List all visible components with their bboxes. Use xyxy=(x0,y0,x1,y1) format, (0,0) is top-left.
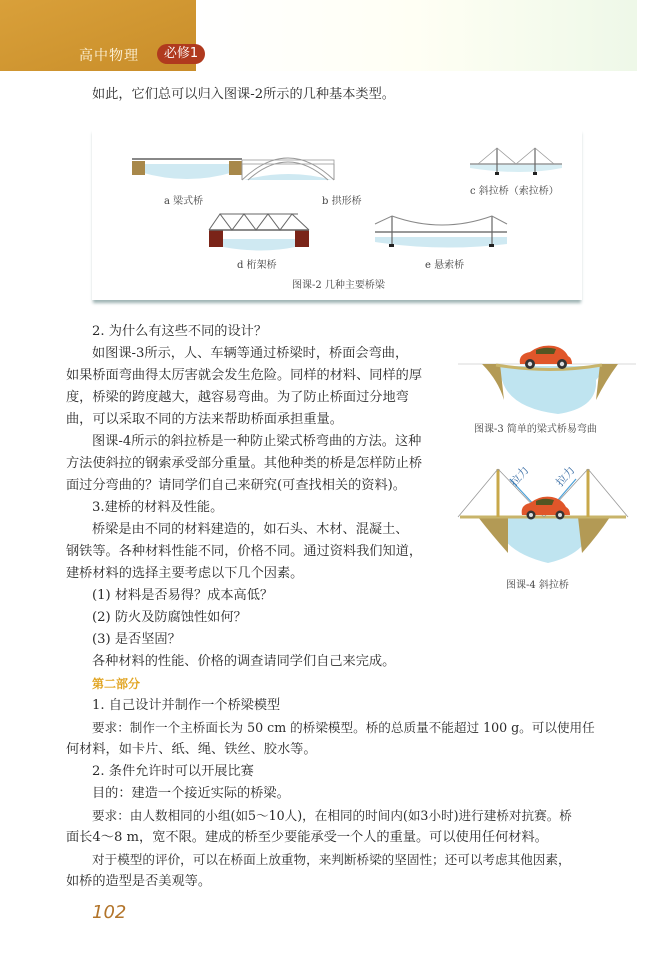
factor-item: (1) 材料是否易得？成本高低？ xyxy=(92,588,274,603)
suspension-bridge-icon xyxy=(375,216,507,248)
cable-stayed-bridge-illustration xyxy=(448,455,638,573)
label-truss-bridge: d 桁架桥 xyxy=(237,260,277,271)
q2-para2-line: 图课-4所示的斜拉桥是一种防止梁式桥弯曲的方法。这种 xyxy=(92,434,422,449)
q2-para2-line: 面过分弯曲的？请同学们自己来研究(可查找相关的资料)。 xyxy=(66,478,406,493)
car-icon xyxy=(520,346,572,369)
task-2-req-line: 面长4～8 m，宽不限。建成的桥至少要能承受一个人的重量。可以使用任何材料。 xyxy=(66,830,548,845)
volume-badge: 必修1 xyxy=(157,44,205,64)
book-title: 高中物理 xyxy=(79,48,139,64)
figure-2-panel xyxy=(92,128,582,300)
bridge-types-illustration xyxy=(92,128,582,300)
truss-bridge-icon xyxy=(209,214,309,251)
task-2-req-line: 要求：由人数相同的小组(如5～10人)，在相同的时间内(如3小时)进行建桥对抗赛。桥 xyxy=(92,808,572,823)
label-beam-bridge: a 梁式桥 xyxy=(164,196,204,207)
figure-4-caption: 图课-4 斜拉桥 xyxy=(506,580,569,591)
task-1-line: 要求：制作一个主桥面长为 50 cm 的桥梁模型。桥的总质量不能超过 100 g。可以使用任 xyxy=(92,720,595,735)
q3-para-line: 建桥材料的选择主要考虑以下几个因素。 xyxy=(66,566,304,581)
force-label-left: 拉力 xyxy=(507,463,532,489)
evaluation-line: 对于模型的评价，可以在桥面上放重物，来判断桥梁的坚固性；还可以考虑其他因素， xyxy=(92,852,571,867)
intro-line: 如此，它们总可以归入图课-2所示的几种基本类型。 xyxy=(92,87,395,102)
part-2-heading: 第二部分 xyxy=(92,677,141,691)
task-2-goal: 目的：建造一个接近实际的桥梁。 xyxy=(92,786,290,801)
q2-para1-line: 曲，可以采取不同的方法来帮助桥面承担重量。 xyxy=(66,412,343,427)
beam-bridge-icon xyxy=(132,159,242,179)
question-3-heading: 3.建桥的材料及性能。 xyxy=(92,500,224,515)
force-label-right: 拉力 xyxy=(553,463,578,489)
header-gradient xyxy=(196,0,637,71)
label-cable-stayed-bridge: c 斜拉桥（索拉桥） xyxy=(470,186,559,197)
q2-para1-line: 如果桥面弯曲得太厉害就会发生危险。同样的材料、同样的厚 xyxy=(66,368,423,383)
figure-3 xyxy=(458,340,638,440)
label-arch-bridge: b 拱形桥 xyxy=(322,196,362,207)
label-suspension-bridge: e 悬索桥 xyxy=(425,260,465,271)
factor-item: (2) 防火及防腐蚀性如何？ xyxy=(92,610,247,625)
q3-closing: 各种材料的性能、价格的调查请同学们自己来完成。 xyxy=(92,654,396,669)
q3-para-line: 桥梁是由不同的材料建造的，如石头、木材、混凝土、 xyxy=(92,522,409,537)
arch-bridge-icon xyxy=(242,158,334,180)
cable-stayed-bridge-icon xyxy=(470,148,562,175)
task-2-heading: 2. 条件允许时可以开展比赛 xyxy=(92,764,254,779)
evaluation-line: 如桥的造型是否美观等。 xyxy=(66,874,212,889)
q2-para1-line: 如图课-3所示，人、车辆等通过桥梁时，桥面会弯曲， xyxy=(92,346,409,361)
q2-para2-line: 方法使斜拉的钢索承受部分重量。其他种类的桥是怎样防止桥 xyxy=(66,456,423,471)
figure-2-caption: 图课-2 几种主要桥梁 xyxy=(292,280,385,291)
figure-3-caption: 图课-3 简单的梁式桥易弯曲 xyxy=(474,424,597,435)
q2-para1-line: 度，桥梁的跨度越大，越容易弯曲。为了防止桥面过分地弯 xyxy=(66,390,409,405)
q3-para-line: 钢铁等。各种材料性能不同，价格不同。通过资料我们知道， xyxy=(66,544,423,559)
factor-item: (3) 是否坚固？ xyxy=(92,632,181,647)
page-number: 102 xyxy=(92,902,127,923)
figure-4 xyxy=(448,455,638,595)
task-1-heading: 1. 自己设计并制作一个桥梁模型 xyxy=(92,698,281,713)
beam-bridge-bending-illustration xyxy=(458,340,638,420)
question-2-heading: 2. 为什么有这些不同的设计？ xyxy=(92,324,268,339)
task-1-line: 何材料，如卡片、纸、绳、铁丝、胶水等。 xyxy=(66,742,317,757)
